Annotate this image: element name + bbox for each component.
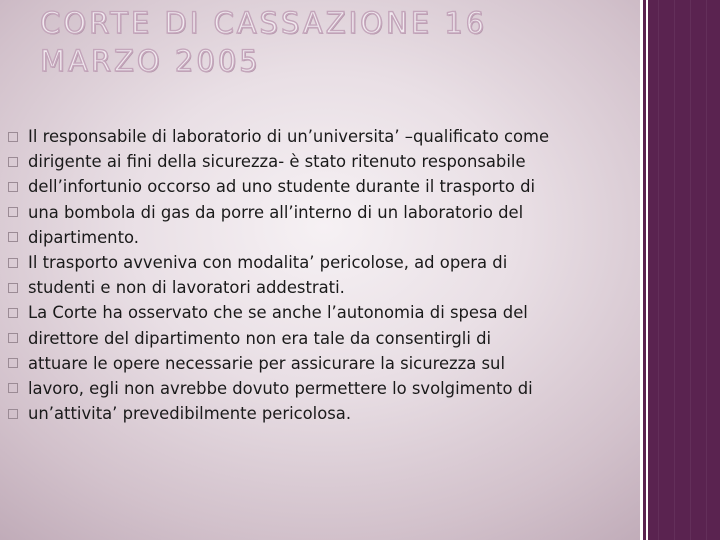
band-stripe xyxy=(658,0,659,540)
bullet-line xyxy=(8,149,633,174)
bullet-line-text: studenti e non di lavoratori addestrati. xyxy=(28,278,345,298)
bullet-line-text: dirigente ai fini della sicurezza- è stato ritenuto responsabile xyxy=(28,152,526,172)
square-bullet-icon xyxy=(8,232,18,242)
bullet-line-text: una bombola di gas da porre all’interno di un laboratorio del xyxy=(28,202,524,222)
decorative-side-band xyxy=(640,0,720,540)
bullet-line xyxy=(8,326,633,351)
bullet-line xyxy=(8,225,633,250)
bullet-line xyxy=(8,174,633,199)
bullet-line-text: Il trasporto avveniva con modalita’ pericolose, ad opera di xyxy=(28,253,508,273)
square-bullet-icon xyxy=(8,409,18,419)
square-bullet-icon xyxy=(8,333,18,343)
bullet-line xyxy=(8,376,633,401)
square-bullet-icon xyxy=(8,182,18,192)
bullet-line-text: un’attivita’ prevedibilmente pericolosa. xyxy=(28,404,352,424)
band-stripe xyxy=(706,0,707,540)
square-bullet-icon xyxy=(8,157,18,167)
bullet-list xyxy=(8,124,633,426)
bullet-line xyxy=(8,351,633,376)
square-bullet-icon xyxy=(8,207,18,217)
bullet-line xyxy=(8,250,633,275)
bullet-line xyxy=(8,300,633,325)
square-bullet-icon xyxy=(8,308,18,318)
square-bullet-icon xyxy=(8,358,18,368)
square-bullet-icon xyxy=(8,283,18,293)
bullet-line-text: dipartimento. xyxy=(28,227,139,247)
bullet-line-text: dell’infortunio occorso ad uno studente durante il trasporto di xyxy=(28,177,536,197)
band-stripe xyxy=(690,0,691,540)
band-stripe xyxy=(674,0,675,540)
bullet-line-text: direttore del dipartimento non era tale da consentirgli di xyxy=(28,328,492,348)
bullet-line-text: Il responsabile di laboratorio di un’universita’ –qualificato come xyxy=(28,127,550,147)
bullet-line xyxy=(8,200,633,225)
bullet-line xyxy=(8,124,633,149)
square-bullet-icon xyxy=(8,132,18,142)
bullet-line-text: La Corte ha osservato che se anche l’autonomia di spesa del xyxy=(28,303,528,323)
bullet-line xyxy=(8,401,633,426)
square-bullet-icon xyxy=(8,383,18,393)
bullet-line-text: attuare le opere necessarie per assicurare la sicurezza sul xyxy=(28,353,505,373)
slide-title: CORTE DI CASSAZIONE 16 MARZO 2005 xyxy=(40,6,488,78)
bullet-line xyxy=(8,275,633,300)
bullet-line-text: lavoro, egli non avrebbe dovuto permettere lo svolgimento di xyxy=(28,378,533,398)
square-bullet-icon xyxy=(8,258,18,268)
